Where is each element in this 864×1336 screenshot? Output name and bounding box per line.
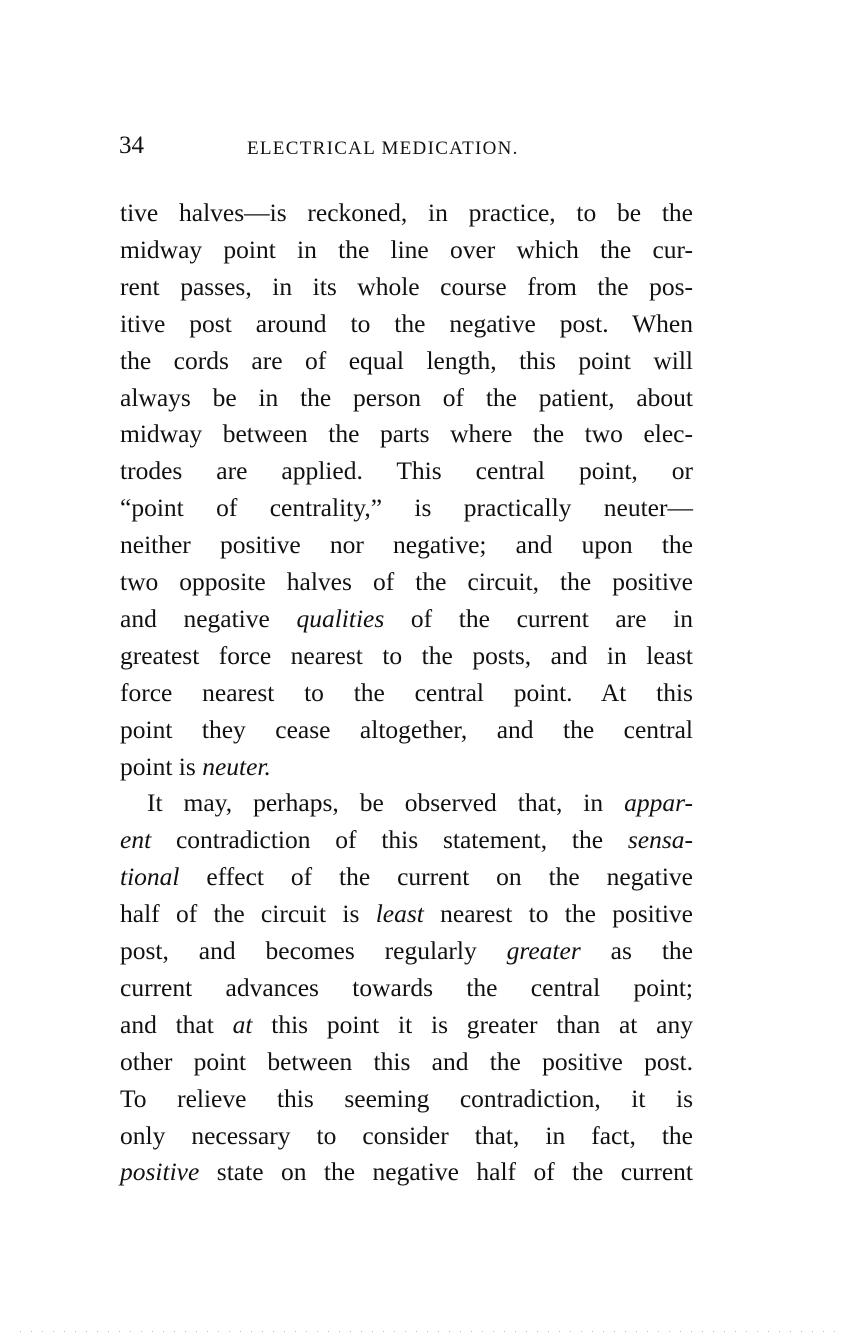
italic-text: at xyxy=(232,1009,253,1039)
text-segment: always be in the person of the patient, about xyxy=(120,382,693,412)
text-line xyxy=(120,1047,693,1077)
text-segment: trodes are applied. This central point, or xyxy=(120,456,693,486)
text-segment: and that xyxy=(120,1009,233,1039)
text-segment: neither positive nor negative; and upon the xyxy=(120,530,693,560)
text-segment: post, and becomes regularly xyxy=(120,936,507,965)
text-segment: nearest to the positive xyxy=(423,899,693,929)
text-line xyxy=(120,419,693,449)
text-line xyxy=(120,493,693,523)
italic-text: positive xyxy=(120,1157,200,1187)
text-segment: “point of centrality,” is practically neuter— xyxy=(120,493,693,523)
scan-edge-noise xyxy=(20,1331,844,1332)
italic-text: appar- xyxy=(624,788,693,818)
text-segment: other point between this and the positive post. xyxy=(120,1046,693,1076)
text-segment: greatest force nearest to the posts, and in least xyxy=(120,640,693,670)
text-segment: It may, perhaps, be observed that, in xyxy=(147,788,625,818)
italic-text: least xyxy=(375,899,424,929)
italic-text: ent xyxy=(120,825,152,855)
text-line xyxy=(120,1010,693,1040)
text-segment: point is xyxy=(120,751,203,781)
italic-text: sensa- xyxy=(627,825,693,855)
text-line xyxy=(120,198,693,228)
text-line xyxy=(147,788,693,818)
text-segment: and negative xyxy=(120,603,297,633)
text-line xyxy=(120,641,693,671)
text-segment: rent passes, in its whole course from the pos- xyxy=(120,271,693,301)
text-segment: this point it is greater than at any xyxy=(252,1009,693,1039)
text-line xyxy=(120,272,693,302)
text-line xyxy=(120,346,693,376)
text-line xyxy=(120,678,693,708)
text-line xyxy=(120,530,693,560)
text-segment: contradiction of this statement, the xyxy=(151,825,628,855)
text-line xyxy=(120,973,693,1003)
text-segment: effect of the current on the negative xyxy=(179,862,693,892)
text-line xyxy=(120,715,693,745)
text-line xyxy=(120,899,693,929)
text-line xyxy=(120,604,693,634)
italic-text: greater xyxy=(506,936,581,965)
text-line xyxy=(120,309,693,339)
text-segment: only necessary to consider that, in fact, the xyxy=(120,1120,693,1150)
text-line xyxy=(120,1157,693,1187)
text-segment: state on the negative half of the current xyxy=(199,1157,693,1187)
italic-text: qualities xyxy=(296,603,385,633)
text-line xyxy=(120,1121,693,1151)
text-segment: midway between the parts where the two elec- xyxy=(120,419,693,449)
text-segment: tive halves—is reckoned, in practice, to be the xyxy=(120,198,693,227)
italic-text: neuter. xyxy=(202,751,271,781)
text-segment: of the current are in xyxy=(384,603,693,633)
text-line xyxy=(120,456,693,486)
text-line xyxy=(120,235,693,265)
text-segment: two opposite halves of the circuit, the positive xyxy=(120,567,693,596)
text-line xyxy=(120,383,693,413)
text-line xyxy=(120,1084,693,1114)
text-line xyxy=(120,567,693,597)
text-segment: point they cease altogether, and the central xyxy=(120,714,693,744)
text-line xyxy=(120,752,693,782)
running-title: ELECTRICAL MEDICATION. xyxy=(247,138,519,159)
text-segment: To relieve this seeming contradiction, it is xyxy=(120,1083,693,1113)
text-segment: half of the circuit is xyxy=(120,899,376,929)
text-line xyxy=(120,825,693,855)
text-segment: itive post around to the negative post. When xyxy=(120,308,693,338)
text-line xyxy=(120,936,693,966)
text-segment: midway point in the line over which the cur- xyxy=(120,234,693,264)
text-segment: current advances towards the central point; xyxy=(120,972,693,1002)
text-line xyxy=(120,862,693,892)
page-number: 34 xyxy=(119,132,144,159)
text-segment: as the xyxy=(580,936,693,965)
italic-text: tional xyxy=(120,862,180,892)
text-segment: force nearest to the central point. At this xyxy=(120,677,693,707)
text-segment: the cords are of equal length, this point will xyxy=(120,345,693,375)
